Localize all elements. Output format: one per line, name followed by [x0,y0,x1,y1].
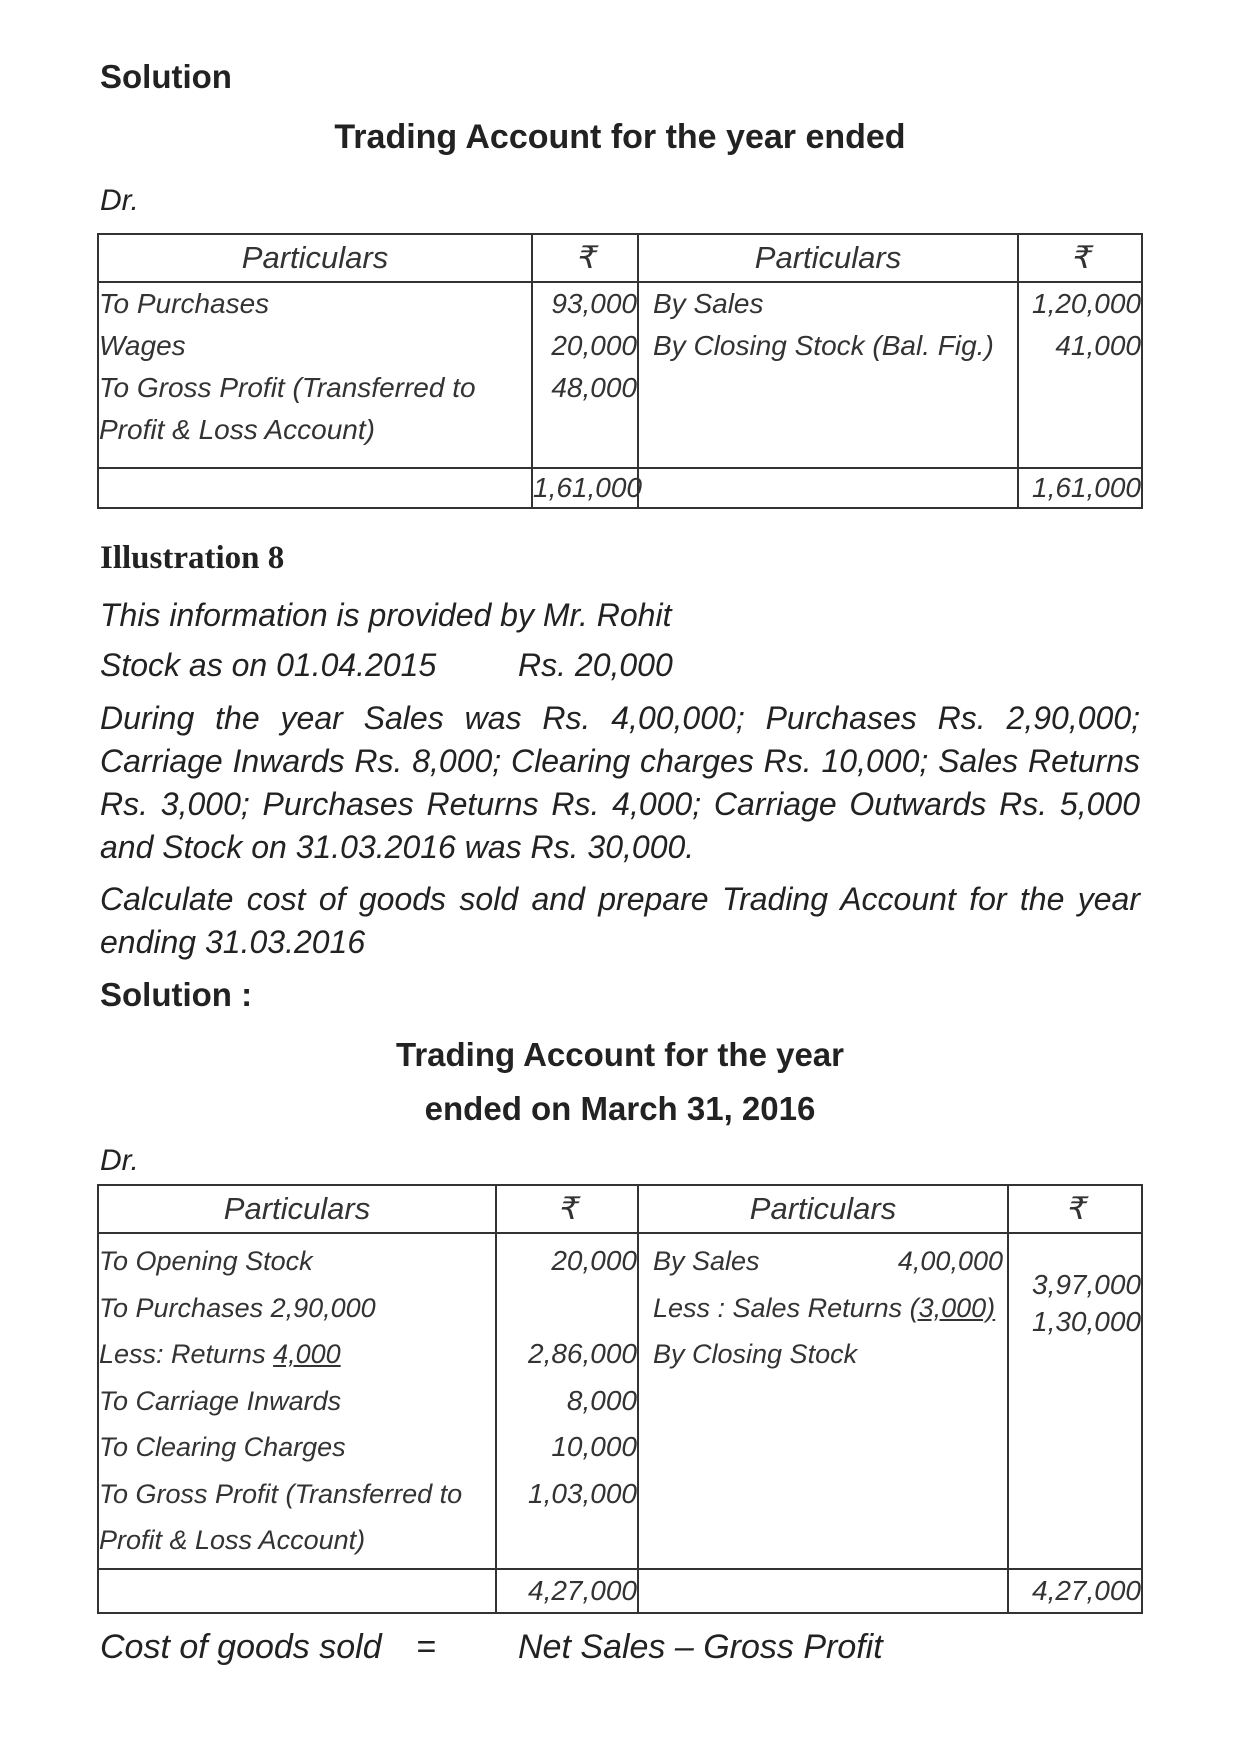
header-rupee-dr: ₹ [532,234,638,282]
credit-amounts [1008,1233,1142,1569]
debit-item: To Gross Profit (Transferred to [99,372,476,403]
credit-item: By Closing Stock (Bal. Fig.) [653,330,994,361]
total-debit: 1,61,000 [532,468,638,508]
illustration-heading: Illustration 8 [100,540,285,576]
debit-amount: 2,86,000 [528,1338,637,1369]
dr-label-2: Dr. [100,1144,139,1177]
header-particulars-cr: Particulars [638,234,1018,282]
totals-row [98,468,1142,508]
table-body-row [98,1233,1142,1569]
sales-value: 4,00,000 [897,1246,1003,1276]
trading-account-title-2-line2: ended on March 31, 2016 [424,1090,816,1127]
solution-heading-2: Solution : [100,976,253,1013]
sales-label: By Sales [653,1246,760,1276]
sales-returns-value: (3,000) [909,1292,996,1323]
credit-item: By Sales [653,288,764,319]
debit-amounts [532,282,638,468]
table-header-row [98,1185,1142,1233]
credit-amount: 1,30,000 [1032,1305,1141,1337]
credit-item: By Closing Stock [653,1339,858,1369]
debit-item: To Gross Profit (Transferred to [99,1478,463,1509]
illustration-intro: This information is provided by Mr. Rohit [100,597,672,633]
credit-particulars [638,282,1018,468]
trading-account-title: Trading Account for the year ended [334,118,906,156]
credit-particulars [638,1233,1008,1569]
solution-heading: Solution [100,58,232,95]
dr-label: Dr. [100,184,139,217]
less-returns-label: Less: Returns [99,1339,274,1369]
credit-amount: 1,20,000 [1032,288,1141,319]
debit-item: Wages [99,330,186,361]
cogs-label: Cost of goods sold [100,1628,382,1666]
debit-amounts [496,1233,638,1569]
stock-value: Rs. 20,000 [518,647,673,683]
debit-amount: 8,000 [566,1384,637,1416]
debit-particulars [98,1233,496,1569]
debit-item: To Purchases [99,288,270,319]
debit-item: Profit & Loss Account) [99,414,375,445]
table-header-row [98,234,1142,282]
illustration-paragraph-1: During the year Sales was Rs. 4,00,000; Purchases Rs. 2,90,000; Carriage Inwards Rs. 8,000; Clearing charges Rs. 10,000; Sales Returns Rs. 3,000; Purchases Returns Rs. 4,000; Carriage Outwards Rs. 5,000 and Stock on 31.03.2016 was Rs. 30,000. [100,700,1140,865]
debit-amount: 20,000 [551,330,637,361]
total-debit: 4,27,000 [496,1569,638,1613]
total-credit: 4,27,000 [1008,1569,1142,1613]
debit-particulars [98,282,532,468]
debit-item: To Purchases 2,90,000 [99,1292,376,1323]
debit-amount: 20,000 [551,1245,637,1276]
header-particulars-cr: Particulars [638,1185,1008,1233]
debit-amount: 93,000 [551,288,637,319]
illustration-paragraph-2: Calculate cost of goods sold and prepare Trading Account for the year ending 31.03.2016 [100,881,1140,960]
debit-item: Profit & Loss Account) [99,1525,366,1555]
debit-amount: 48,000 [551,372,637,403]
debit-amount: 1,03,000 [528,1477,637,1509]
header-rupee-dr: ₹ [496,1185,638,1233]
header-particulars-dr: Particulars [98,234,532,282]
credit-item [653,1238,1003,1285]
cogs-equals: = [416,1628,436,1666]
debit-item: To Opening Stock [99,1246,313,1276]
cogs-formula: Net Sales – Gross Profit [518,1628,883,1666]
debit-item: To Clearing Charges [99,1432,346,1462]
less-returns-value: 4,000 [273,1339,341,1369]
credit-amount: 41,000 [1055,330,1141,361]
stock-label: Stock as on 01.04.2015 [100,647,437,683]
trading-account-table-2 [97,1184,1143,1614]
sales-returns-label: Less : Sales Returns [653,1292,910,1323]
debit-item [99,1331,495,1378]
total-credit: 1,61,000 [1018,468,1142,508]
table-body-row [98,282,1142,468]
trading-account-title-2-line1: Trading Account for the year [395,1036,844,1073]
debit-amount: 10,000 [551,1431,637,1462]
header-rupee-cr: ₹ [1018,234,1142,282]
header-particulars-dr: Particulars [98,1185,496,1233]
credit-amounts [1018,282,1142,468]
trading-account-table-1 [97,233,1143,509]
credit-item [653,1285,1003,1332]
credit-amount: 3,97,000 [1032,1269,1141,1300]
totals-row [98,1569,1142,1613]
debit-item: To Carriage Inwards [99,1385,342,1416]
header-rupee-cr: ₹ [1008,1185,1142,1233]
